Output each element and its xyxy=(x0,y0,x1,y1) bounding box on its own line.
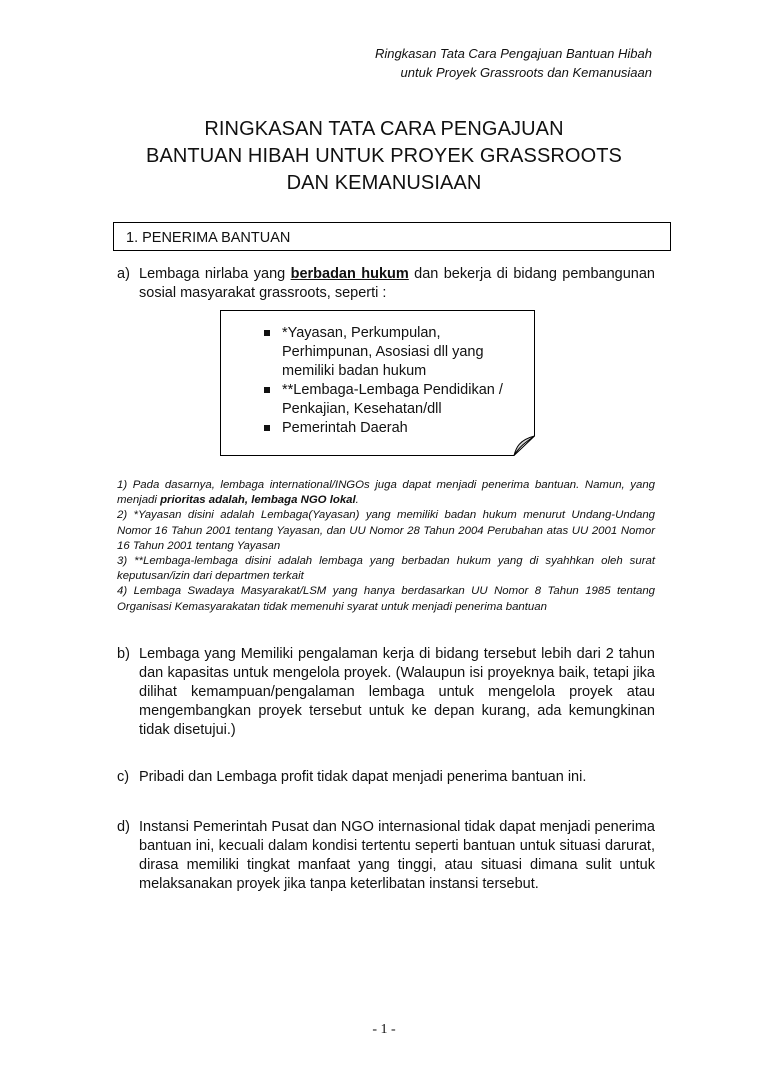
item-c xyxy=(117,768,655,787)
running-header-line2: untuk Proyek Grassroots dan Kemanusiaan xyxy=(400,65,652,80)
footnotes xyxy=(117,478,655,615)
bullet-square-icon xyxy=(264,387,270,393)
recipient-item: *Yayasan, Perkumpulan, Perhimpunan, Asosiasi dll yang memiliki badan hukum xyxy=(260,324,530,381)
bullet-square-icon xyxy=(264,425,270,431)
item-d-text: Instansi Pemerintah Pusat dan NGO internasional tidak dapat menjadi penerima bantuan ini, kecuali dalam kondisi tertentu seperti bantuan untuk situasi darurat, dirasa memiliki tingkat manfaat yang tinggi, atau situasi dimana sulit untuk melaksanakan proyek jika tanpa keterlibatan instansi tersebut. xyxy=(139,819,655,892)
footnote-2: 2) *Yayasan disini adalah Lembaga(Yayasan) yang memiliki badan hukum menurut Undang-Undang Nomor 16 Tahun 2001 tentang Yayasan, dan UU Nomor 28 Tahun 2004 Perubahan atas UU 2001 Nomor 16 Tahun 2001 tentang Yayasan xyxy=(117,509,655,552)
item-d-marker: d) xyxy=(117,819,130,835)
item-a xyxy=(117,265,655,303)
running-header-line1: Ringkasan Tata Cara Pengajuan Bantuan Hibah xyxy=(374,46,652,61)
footnote-4: 4) Lembaga Swadaya Masyarakat/LSM yang hanya berdasarkan UU Nomor 8 Tahun 1985 tentang Organisasi Kemasyarakatan tidak memenuhi syarat untuk menjadi penerima bantuan xyxy=(117,585,655,613)
bullet-square-icon xyxy=(264,330,270,336)
legal-entity-emphasis: berbadan hukum xyxy=(290,266,409,282)
title-line3: DAN KEMANUSIAAN xyxy=(286,172,482,194)
title-line2: BANTUAN HIBAH UNTUK PROYEK GRASSROOTS xyxy=(146,145,622,167)
footnote-1: 1) Pada dasarnya, lembaga international/INGOs juga dapat menjadi penerima bantuan. Namun, yang menjadi prioritas adalah, lembaga NGO lokal. xyxy=(117,479,655,507)
item-b-text: Lembaga yang Memiliki pengalaman kerja di bidang tersebut lebih dari 2 tahun dan kapasitas untuk mengelola proyek. (Walaupun isi proyeknya baik, tetapi jika dilihat kemampuan/pengalaman lembaga untuk mengelola proyek atau mengembangkan proyek tersebut untuk ke depan kurang, ada kemungkinan tidak disetujui.) xyxy=(139,646,655,738)
running-header xyxy=(252,44,652,82)
item-d xyxy=(117,818,655,894)
item-c-text: Pribadi dan Lembaga profit tidak dapat menjadi penerima bantuan ini. xyxy=(139,769,587,785)
item-b-marker: b) xyxy=(117,646,130,662)
recipient-item: **Lembaga-Lembaga Pendidikan / Penkajian, Kesehatan/dll xyxy=(260,381,530,419)
page-title xyxy=(100,116,668,197)
item-b xyxy=(117,645,655,740)
recipient-list xyxy=(260,324,530,438)
page-number: - 1 - xyxy=(372,1022,396,1037)
item-a-marker: a) xyxy=(117,266,130,282)
section-heading-recipients: 1. PENERIMA BANTUAN xyxy=(113,222,671,251)
recipient-item: Pemerintah Daerah xyxy=(260,419,530,438)
note-box xyxy=(220,310,535,455)
title-line1: RINGKASAN TATA CARA PENGAJUAN xyxy=(204,118,564,140)
item-a-text: Lembaga nirlaba yang berbadan hukum dan bekerja di bidang pembangunan sosial masyarakat grassroots, seperti : xyxy=(139,266,655,301)
footnote-3: 3) **Lembaga-lembaga disini adalah lembaga yang berbadan hukum yang di syahhkan oleh surat keputusan/izin dari departmen terkait xyxy=(117,555,655,583)
item-c-marker: c) xyxy=(117,769,130,785)
